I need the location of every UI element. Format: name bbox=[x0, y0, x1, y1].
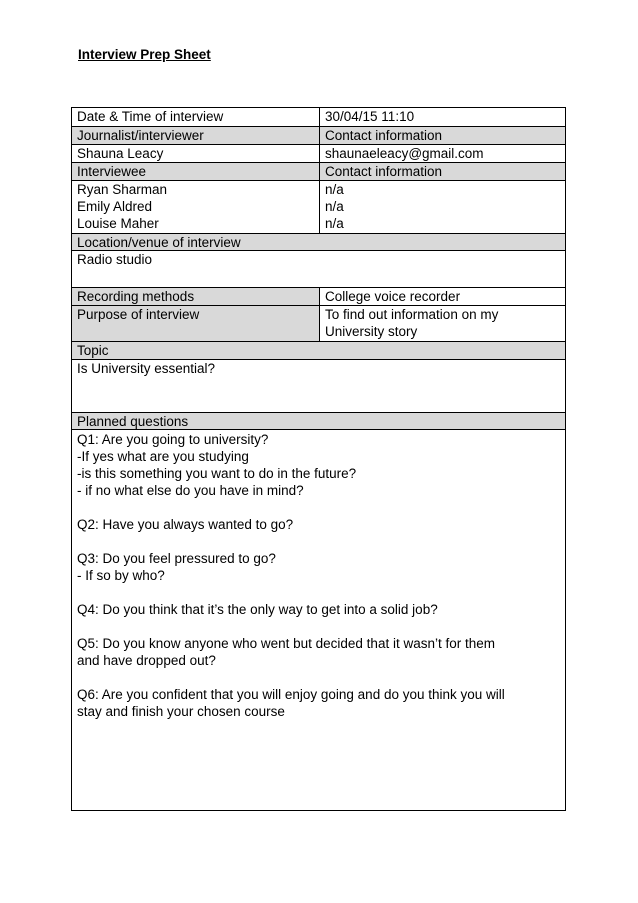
question-line: Q5: Do you know anyone who went but decided that it wasn’t for them bbox=[77, 636, 495, 651]
topic-label: Topic bbox=[77, 343, 109, 358]
interviewee-name: Emily Aldred bbox=[77, 199, 153, 214]
recording-label: Recording methods bbox=[72, 288, 320, 305]
recording-row bbox=[72, 288, 565, 306]
interviewee-contact: n/a bbox=[325, 216, 344, 231]
question-line: -If yes what are you studying bbox=[77, 449, 249, 464]
interviewee-row bbox=[72, 181, 565, 234]
location-row bbox=[72, 251, 565, 288]
interviewee-name: Ryan Sharman bbox=[77, 182, 168, 197]
interviewee-contacts bbox=[320, 181, 565, 233]
interviewee-contact: n/a bbox=[325, 199, 344, 214]
interviewee-label: Interviewee bbox=[72, 163, 320, 180]
interviewee-names bbox=[72, 181, 320, 233]
questions-label: Planned questions bbox=[77, 414, 189, 429]
journalist-row bbox=[72, 145, 565, 163]
purpose-label: Purpose of interview bbox=[72, 306, 320, 341]
question-line: Q3: Do you feel pressured to go? bbox=[77, 551, 276, 566]
journalist-label: Journalist/interviewer bbox=[72, 127, 320, 144]
location-label: Location/venue of interview bbox=[77, 235, 241, 250]
location-value: Radio studio bbox=[77, 252, 153, 267]
journalist-header-row bbox=[72, 127, 565, 145]
topic-header-row bbox=[72, 342, 565, 360]
question-line: Q6: Are you confident that you will enjoy going and do you think you will bbox=[77, 687, 505, 702]
purpose-value bbox=[320, 306, 565, 341]
question-block bbox=[77, 686, 565, 720]
journalist-name: Shauna Leacy bbox=[72, 145, 320, 162]
purpose-row bbox=[72, 306, 565, 342]
question-line: -is this something you want to do in the future? bbox=[77, 466, 357, 481]
question-block bbox=[77, 431, 565, 499]
question-block bbox=[77, 635, 565, 669]
question-block bbox=[77, 550, 565, 584]
recording-value: College voice recorder bbox=[320, 288, 565, 305]
topic-row bbox=[72, 360, 565, 413]
question-line: stay and finish your chosen course bbox=[77, 704, 285, 719]
topic-value: Is University essential? bbox=[77, 361, 216, 376]
datetime-value: 30/04/15 11:10 bbox=[325, 109, 415, 124]
question-line: and have dropped out? bbox=[77, 653, 216, 668]
interviewee-contact: n/a bbox=[325, 182, 344, 197]
question-block bbox=[77, 601, 565, 618]
question-line: Q2: Have you always wanted to go? bbox=[77, 517, 294, 532]
question-line: - if no what else do you have in mind? bbox=[77, 483, 304, 498]
journalist-contact-label: Contact information bbox=[325, 128, 443, 143]
datetime-label: Date & Time of interview bbox=[72, 108, 320, 126]
question-block bbox=[77, 516, 565, 533]
page-title: Interview Prep Sheet bbox=[78, 47, 211, 62]
purpose-line: University story bbox=[325, 324, 418, 339]
interviewee-contact-label: Contact information bbox=[325, 164, 443, 179]
purpose-line: To find out information on my bbox=[325, 307, 499, 322]
questions-list bbox=[72, 431, 565, 810]
questions-row bbox=[72, 430, 565, 811]
questions-header-row bbox=[72, 413, 565, 430]
interviewee-name: Louise Maher bbox=[77, 216, 159, 231]
journalist-email: shaunaeleacy@gmail.com bbox=[325, 146, 484, 161]
question-line: - If so by who? bbox=[77, 568, 165, 583]
interview-form-table bbox=[71, 107, 566, 811]
interviewee-header-row bbox=[72, 163, 565, 181]
location-header-row bbox=[72, 234, 565, 251]
datetime-row bbox=[72, 108, 565, 127]
question-line: Q4: Do you think that it’s the only way to get into a solid job? bbox=[77, 602, 438, 617]
question-line: Q1: Are you going to university? bbox=[77, 432, 269, 447]
